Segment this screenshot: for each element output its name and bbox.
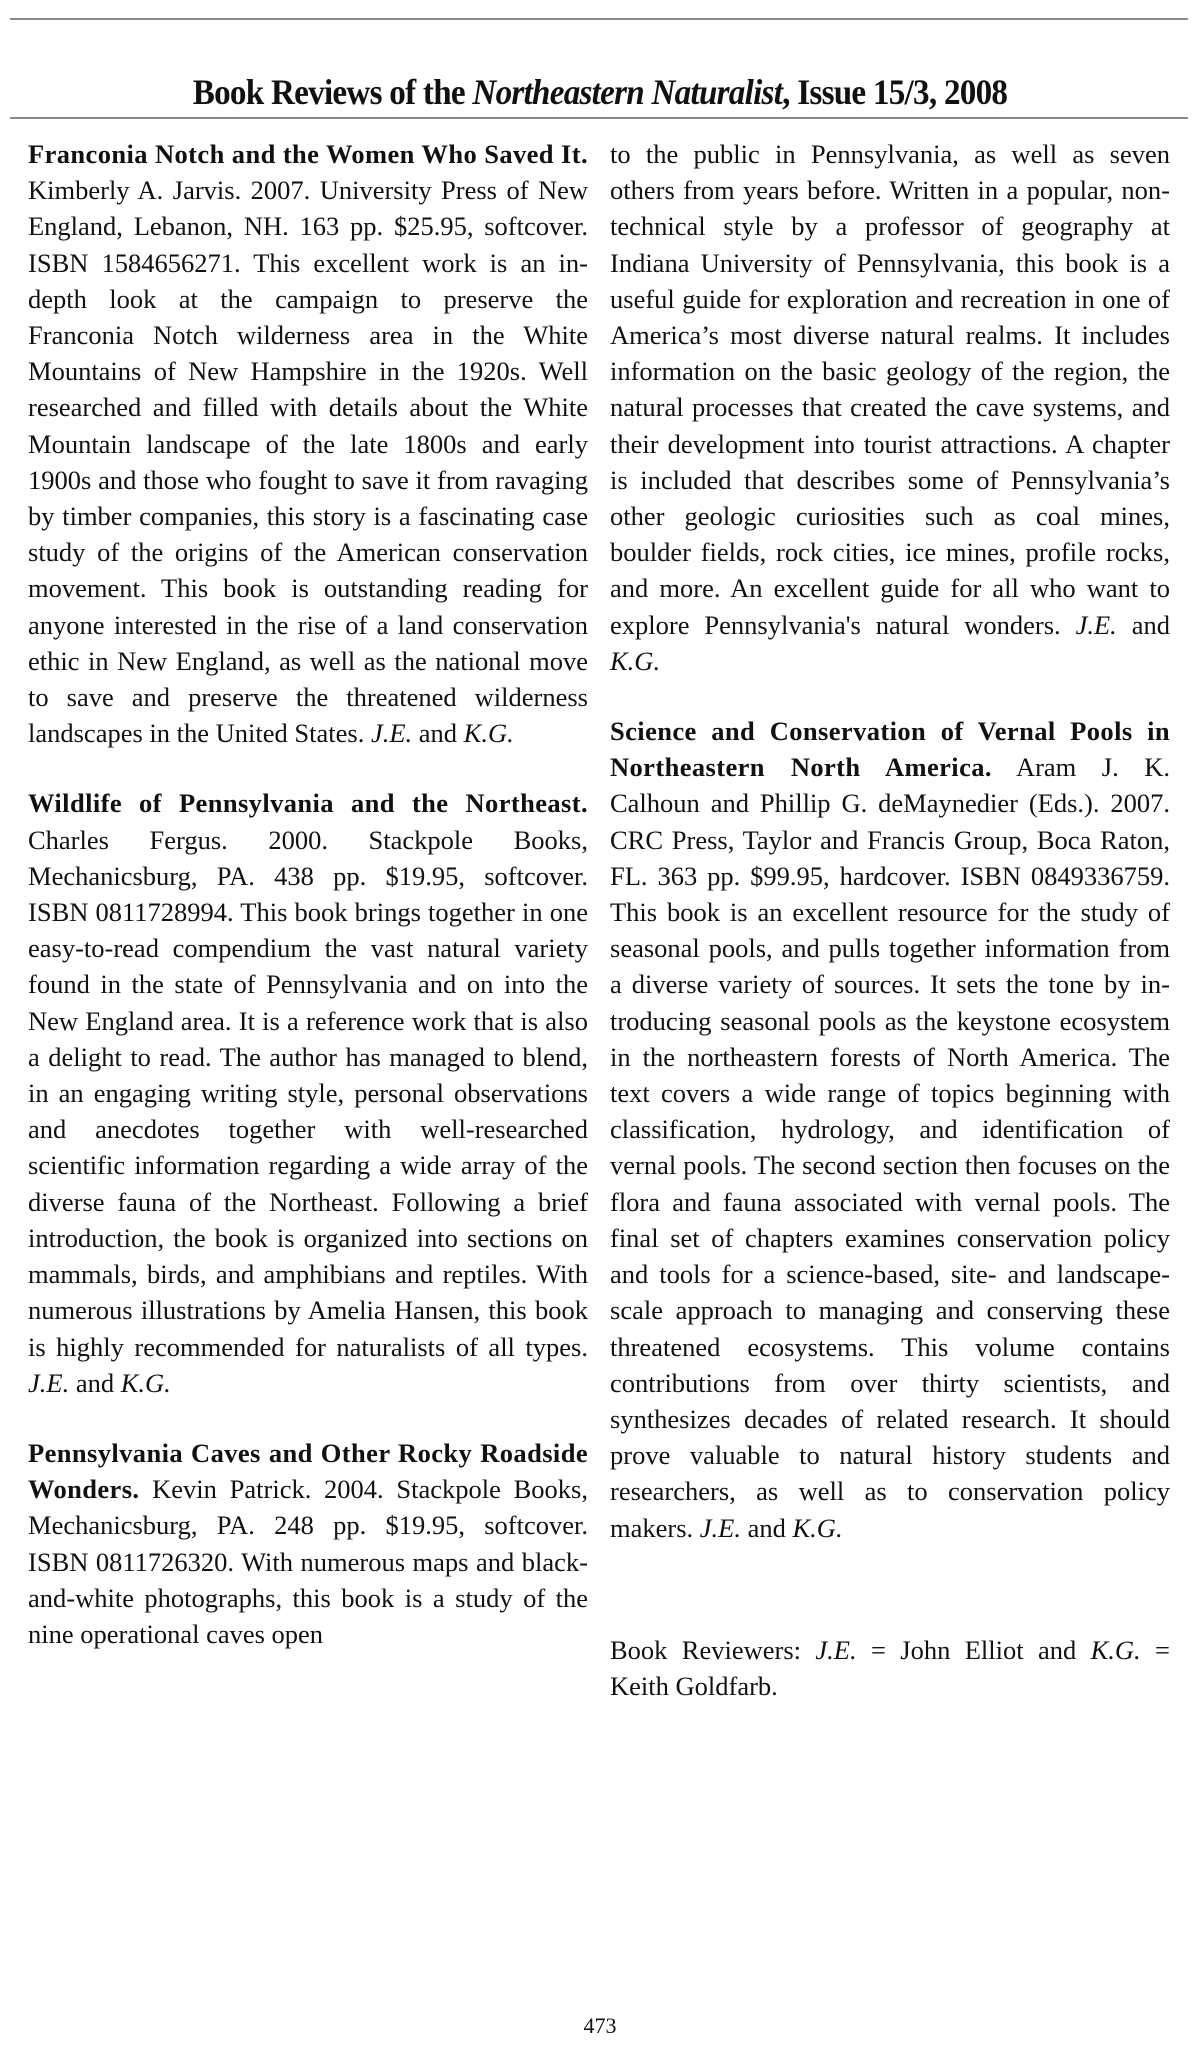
review-title: Pennsylvania Caves and Other Rocky Roadside Wonders. xyxy=(28,1437,588,1505)
right-column xyxy=(610,136,1170,1731)
page-number: 473 xyxy=(583,2013,617,2038)
reviewer-abbr: J.E. xyxy=(815,1634,857,1665)
reviewer-conjunction: and xyxy=(69,1367,121,1398)
reviewer-name: = John Elliot and xyxy=(856,1634,1091,1665)
review-title: Franconia Notch and the Women Who Saved It. xyxy=(28,139,588,169)
left-column xyxy=(28,136,588,1686)
review-title: Wildlife of Pennsylvania and the Northeast. xyxy=(28,788,588,819)
reviewer-initials: J.E. xyxy=(370,718,413,749)
reviewer-conjunction: and xyxy=(740,1512,793,1543)
reviewer-initials: K.G. xyxy=(463,718,514,749)
review-franconia-notch xyxy=(28,136,588,751)
reviewer-conjunction: and xyxy=(1116,609,1170,640)
title-prefix: Book Reviews of the xyxy=(192,72,473,113)
title-suffix: , Issue 15/3, 2008 xyxy=(782,72,1008,113)
reviewer-conjunction: and xyxy=(412,718,464,749)
review-body-part-1: Kevin Patrick. 2004. Stackpole Books, Mechanicsburg, PA. 248 pp. $19.95, softcover. ISBN 0811726320. With numerous maps and black-and-white photographs, this book is a study of the nine operational caves open xyxy=(28,1474,588,1649)
reviewers-label: Book Reviewers: xyxy=(610,1634,816,1665)
review-pennsylvania-caves xyxy=(28,1435,588,1652)
review-body: Charles Fergus. 2000. Stackpole Books, Mechanicsburg, PA. 438 pp. $19.95, softcover. ISBN 0811728994. This book brings together in one easy-to-read compendium the vast natural variety found in the state of Pennsylvania and on into the New England area. It is a reference work that is also a delight to read. The author has managed to blend, in an engaging writing style, personal observations and anecdotes together with well-researched scientific information regarding a wide array of the diverse fauna of the Northeast. Following a brief introduction, the book is organized into sections on mammals, birds, and amphibians and reptiles. With numerous illustrations by Amelia Hansen, this book is highly recommended for naturalists of all types. xyxy=(28,824,588,1362)
review-title: Science and Conservation of Vernal Pools in Northeastern North America. xyxy=(610,716,1170,783)
review-body: Kimberly A. Jarvis. 2007. University Press of New England, Lebanon, NH. 163 pp. $25.95, softcover. ISBN 1584656271. This excellent work is an indepth look at the campaign to preserve the Franconia Notch wilderness area in the White Mountains of New Hampshire in the 1920s. Well researched and filled with details about the White Mountain landscape of the late 1800s and early 1900s and those who fought to save it from ravaging by timber companies, this story is a fascinating case study of the origins of the American conservation movement. This book is outstanding reading for anyone interested in the rise of a land conservation ethic in New England, as well as the national move to save and preserve the threatened wilderness landscapes in the United States. xyxy=(28,175,588,749)
review-pennsylvania-caves-continued xyxy=(610,136,1170,679)
header-rule-bottom xyxy=(10,117,1188,119)
review-vernal-pools xyxy=(610,713,1170,1546)
header-rule-top xyxy=(10,18,1188,20)
reviewer-initials: K.G. xyxy=(610,645,661,676)
review-wildlife-of-pennsylvania xyxy=(28,785,588,1400)
reviewer-initials: K.G. xyxy=(120,1367,171,1398)
reviewer-initials: K.G. xyxy=(792,1512,843,1543)
reviewer-initials: J.E. xyxy=(699,1512,741,1543)
journal-name: Northeastern Naturalist xyxy=(472,72,783,113)
reviewer-abbr: K.G. xyxy=(1090,1634,1141,1665)
review-body-part-2: to the public in Pennsylvania, as well as seven others from years before. Written in a popular, non-technical style by a professor of geography at Indiana University of Pennsylvania, this book is a useful guide for exploration and recreation in one of America’s most diverse natural realms. It includes information on the basic geology of the region, the natural processes that created the cave systems, and their development into tourist attractions. A chapter is included that describes some of Pennsylvania’s other geologic curiosities such as coal mines, boulder fields, rock cities, ice mines, profile rocks, and more. An excellent guide for all who want to explore Pennsylvania's natural wonders. xyxy=(610,139,1170,640)
page-title xyxy=(48,62,1152,122)
reviewer-name: = Keith Goldfarb. xyxy=(610,1634,1170,1701)
reviewers-note xyxy=(610,1632,1170,1704)
reviewer-initials: J.E. xyxy=(1075,609,1117,640)
review-body: Aram J. K. Calhoun and Phillip G. deMaynedier (Eds.). 2007. CRC Press, Taylor and Francis Group, Boca Raton, FL. 363 pp. $99.95, hardcover. ISBN 0849336759. This book is an excellent resource for the study of seasonal pools, and pulls together information from a diverse variety of sources. It sets the tone by introducing seasonal pools as the keystone ecosystem in the northeastern forests of North America. The text covers a wide range of topics beginning with classification, hydrology, and identification of vernal pools. The second section then focuses on the flora and fauna associated with vernal pools. The final set of chapters examines conservation policy and tools for a science-based, site- and landscape-scale approach to managing and conserving these threatened ecosystems. This volume contains contributions from over thirty scientists, and synthesizes decades of related research. It should prove valuable to natural history students and researchers, as well as to conservation policy makers. xyxy=(610,752,1170,1543)
reviewer-initials: J.E. xyxy=(28,1367,70,1398)
